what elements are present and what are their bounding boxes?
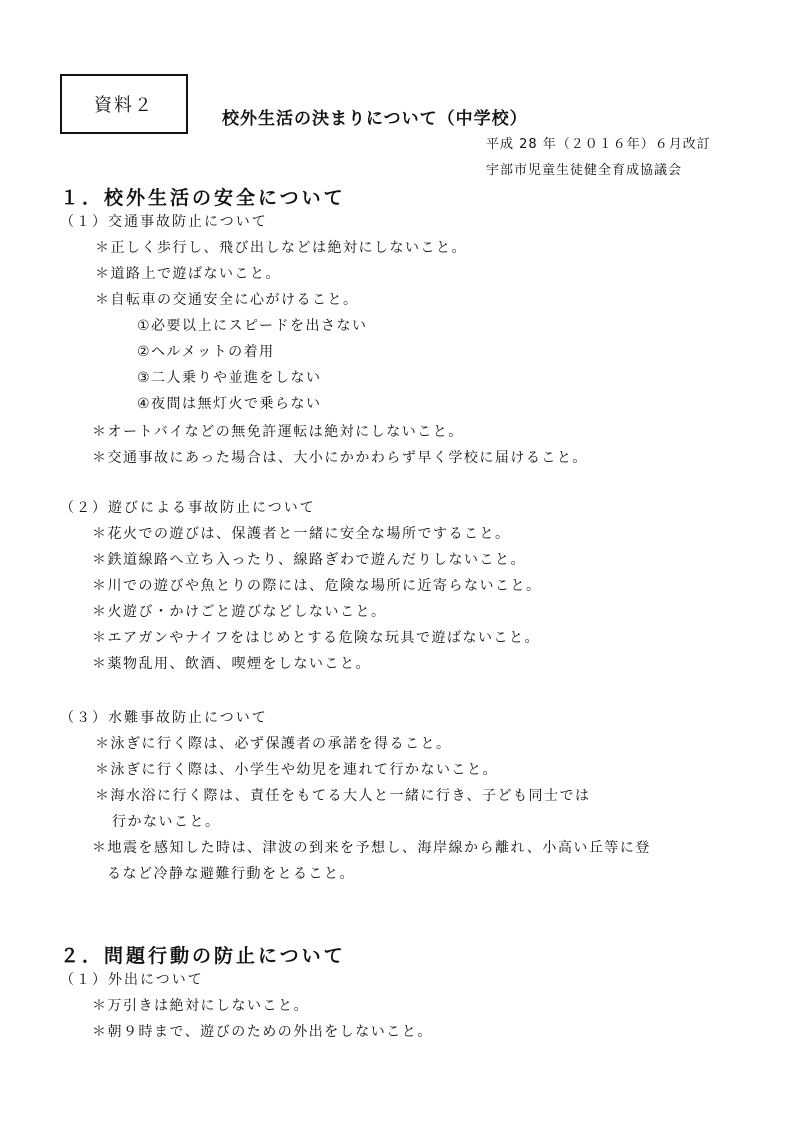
- list-item: ＊川での遊びや魚とりの際には、危険な場所に近寄らないこと。: [92, 578, 542, 594]
- list-item: ＊鉄道線路へ立ち入ったり、線路ぎわで遊んだりしないこと。: [92, 552, 526, 568]
- list-item: ＊火遊び・かけごと遊びなどしないこと。: [92, 604, 387, 620]
- section-heading: １．校外生活の安全について: [60, 187, 346, 209]
- section-heading: ２．問題行動の防止について: [60, 945, 346, 967]
- list-item: ＊道路上で遊ばないこと。: [95, 266, 281, 282]
- bike-rule-item: ②ヘルメットの着用: [137, 344, 275, 360]
- revision-date: 平成 28 年（２０１６年）６月改訂: [486, 137, 711, 152]
- list-item: ＊万引きは絶対にしないこと。: [92, 998, 309, 1014]
- list-item: ＊花火での遊びは、保護者と一緒に安全な場所ですること。: [92, 526, 511, 542]
- bike-rule-item: ①必要以上にスピードを出さない: [137, 318, 368, 334]
- issuer: 宇部市児童生徒健全育成協議会: [486, 163, 683, 178]
- list-item: ＊地震を感知した時は、津波の到来を予想し、海岸線から離れ、小高い丘等に登: [92, 840, 651, 856]
- list-item: ＊正しく歩行し、飛び出しなどは絶対にしないこと。: [95, 240, 467, 256]
- list-item: ＊海水浴に行く際は、責任をもてる大人と一緒に行き、子ども同士では: [95, 788, 591, 804]
- subsection-title: （２）遊びによる事故防止について: [60, 500, 316, 516]
- list-item: ＊自転車の交通安全に心がけること。: [95, 292, 359, 308]
- document-title: 校外生活の決まりについて（中学校）: [222, 109, 528, 129]
- list-item: ＊朝９時まで、遊びのための外出をしないこと。: [92, 1024, 433, 1040]
- list-item: ＊薬物乱用、飲酒、喫煙をしないこと。: [92, 656, 371, 672]
- bike-rule-item: ④夜間は無灯火で乗らない: [137, 396, 322, 412]
- list-item-continuation: 行かないこと。: [112, 814, 221, 830]
- list-item: ＊エアガンやナイフをはじめとする危険な玩具で遊ばないこと。: [92, 630, 540, 646]
- subsection-title: （１）外出について: [60, 972, 204, 988]
- list-item: ＊泳ぎに行く際は、必ず保護者の承諾を得ること。: [95, 736, 452, 752]
- list-item-continuation: るなど冷静な避難行動をとること。: [107, 866, 355, 882]
- list-item: ＊泳ぎに行く際は、小学生や幼児を連れて行かないこと。: [95, 762, 498, 778]
- bike-rule-item: ③二人乗りや並進をしない: [137, 370, 322, 386]
- document-label-box: [60, 74, 188, 134]
- subsection-title: （１）交通事故防止について: [60, 214, 268, 230]
- document-label: 資料２: [94, 95, 154, 116]
- subsection-title: （３）水難事故防止について: [60, 710, 268, 726]
- list-item: ＊オートバイなどの無免許運転は絶対にしないこと。: [92, 424, 464, 440]
- list-item: ＊交通事故にあった場合は、大小にかかわらず早く学校に届けること。: [92, 450, 588, 466]
